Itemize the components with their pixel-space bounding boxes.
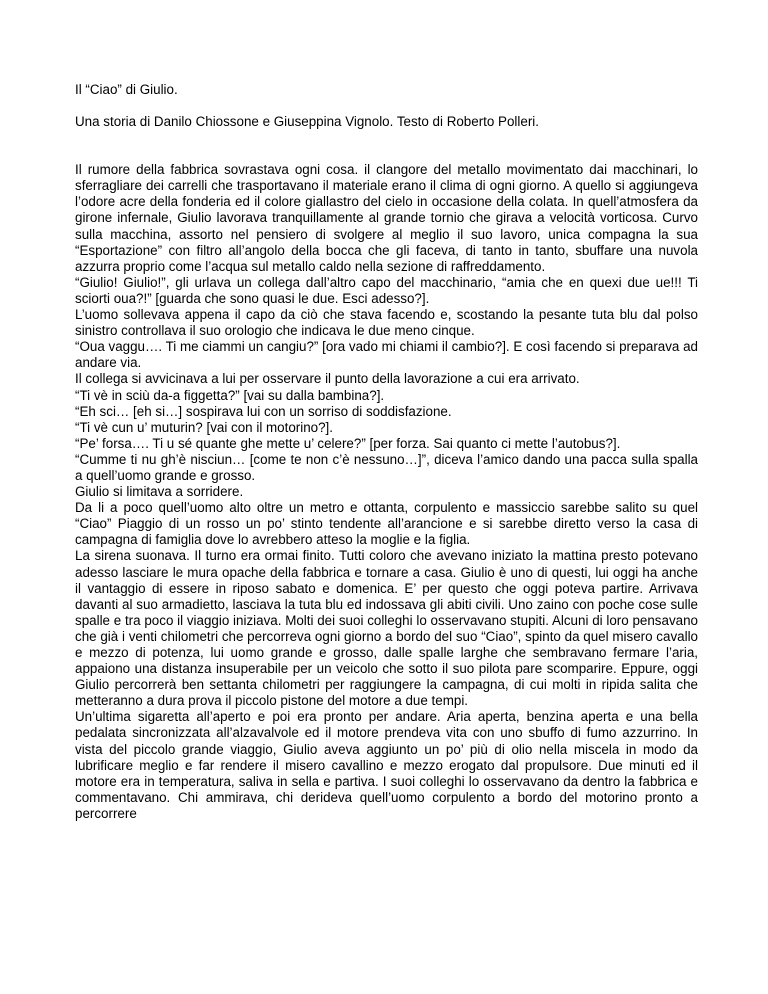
paragraph: “Ti vè cun u’ muturin? [vai con il motorino?]. [75, 419, 333, 435]
paragraph: Il rumore della fabbrica sovrastava ogni cosa. il clangore del metallo movimentato dai macchinari, lo sferragliare dei carrelli che trasportavano il materiale erano il clima di ogni giorno. A quello si aggiungeva l’odore acre della fonderia ed il colore giallastro del cielo in occasione della colata. In quell’atmosfera da girone infernale, Giulio lavorava tranquillamente al grande tornio che girava a velocità vorticosa. Curvo sulla macchina, assorto nel pensiero di svolgere al meglio il suo lavoro, unica compagna la sua “Esportazione” con filtro all’angolo della bocca che gli faceva, di tanto in tanto, sbuffare una nuvola azzurra proprio come l’acqua sul metallo caldo nella sezione di raffreddamento. [75, 162, 698, 274]
document-page [75, 82, 698, 822]
document-title: Il “Ciao” di Giulio. [75, 82, 178, 97]
paragraph: “Oua vaggu…. Ti me ciammi un cangiu?” [ora vado mi chiami il cambio?]. E così facendo si preparava ad andare via. [75, 339, 698, 371]
paragraph: “Cumme ti nu gh’è nisciun… [come te non c’è nessuno…]”, diceva l’amico dando una pacca sulla spalla a quell’uomo grande e grosso. [75, 451, 698, 483]
paragraph: Da li a poco quell’uomo alto oltre un metro e ottanta, corpulento e massiccio sarebbe salito su quel “Ciao” Piaggio di un rosso un po’ stinto tendente all’arancione e si sarebbe diretto verso la casa di campagna di famiglia dove lo avrebbero atteso la moglie e la figlia. [75, 500, 698, 548]
paragraph: “Ti vè in sciù da-a figgetta?” [vai su dalla bambina?]. [75, 387, 385, 403]
paragraph: L’uomo sollevava appena il capo da ciò che stava facendo e, scostando la pesante tuta blu dal polso sinistro controllava il suo orologio che indicava le due meno cinque. [75, 307, 698, 339]
paragraph: Giulio si limitava a sorridere. [75, 484, 244, 500]
paragraph: La sirena suonava. Il turno era ormai finito. Tutti coloro che avevano iniziato la mattina presto potevano adesso lasciare le mura opache della fabbrica e tornare a casa. Giulio è uno di questi, lui oggi ha anche il vantaggio di essere in riposo sabato e domenica. E’ per questo che oggi poteva partire. Arrivava davanti al suo armadietto, lasciava la tuta blu ed indossava gli abiti civili. Uno zaino con poche cose sulle spalle e tra poco il viaggio iniziava. Molti dei suoi colleghi lo osservavano stupiti. Alcuni di loro pensavano che già i venti chilometri che percorreva ogni giorno a bordo del suo “Ciao”, spinto da quel misero cavallo e mezzo di potenza, lui uomo grande e grosso, dalle spalle larghe che sembravano fermare l’aria, appaiono una distanza insuperabile per un veicolo che sotto il suo pilota pare scomparire. Eppure, oggi Giulio percorrerà ben settanta chilometri per raggiungere la campagna, di cui molti in ripida salita che metteranno a dura prova il piccolo pistone del motore a due tempi. [75, 548, 698, 709]
paragraph: “Giulio! Giulio!”, gli urlava un collega dall’altro capo del macchinario, “amia che en quexi due ue!!! Ti sciorti oua?!” [guarda che sono quasi le due. Esci adesso?]. [75, 274, 698, 306]
story-body [75, 162, 698, 822]
paragraph: Un’ultima sigaretta all’aperto e poi era pronto per andare. Aria aperta, benzina aperta e una bella pedalata sincronizzata all’alzavalvole ed il motore prendeva vita con uno sbuffo di fumo azzurrino. In vista del piccolo grande viaggio, Giulio aveva aggiunto un po’ più di olio nella miscela in modo da lubrificare meglio e far rendere il misero cavallino e mezzo erogato dal propulsore. Due minuti ed il motore era in temperatura, saliva in sella e partiva. I suoi colleghi lo osservavano da dentro la fabbrica e commentavano. Chi ammirava, chi derideva quell’uomo corpulento a bordo del motorino pronto a percorrere [75, 709, 698, 821]
paragraph: “Eh sci… [eh si…] sospirava lui con un sorriso di soddisfazione. [75, 403, 452, 419]
paragraph: “Pe’ forsa…. Ti u sé quante ghe mette u’ celere?” [per forza. Sai quanto ci mette l’autobus?]. [75, 435, 621, 451]
document-subtitle: Una storia di Danilo Chiossone e Giuseppina Vignolo. Testo di Roberto Polleri. [75, 114, 539, 130]
paragraph: Il collega si avvicinava a lui per osservare il punto della lavorazione a cui era arrivato. [75, 371, 580, 387]
